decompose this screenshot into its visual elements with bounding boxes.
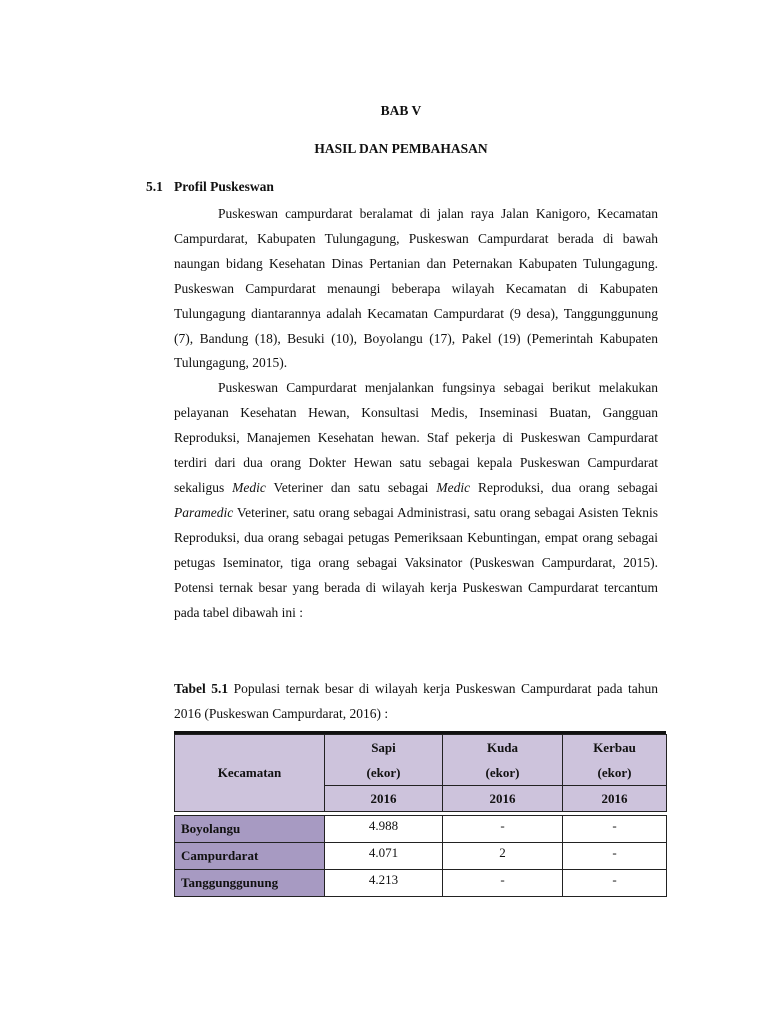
table-row bbox=[175, 843, 667, 870]
cell-kuda: - bbox=[443, 870, 563, 897]
paragraph-text: Reproduksi, dua orang sebagai bbox=[470, 479, 659, 495]
cell-sapi: 4.071 bbox=[325, 843, 443, 870]
column-year: 2016 bbox=[443, 786, 563, 812]
header-name: Sapi bbox=[371, 739, 396, 755]
column-year: 2016 bbox=[325, 786, 443, 812]
header-name: Kuda bbox=[486, 739, 519, 755]
cell-sapi: 4.988 bbox=[325, 816, 443, 843]
cell-kuda: - bbox=[443, 816, 563, 843]
body-text bbox=[174, 202, 658, 625]
header-unit: (ekor) bbox=[485, 764, 520, 780]
table-row bbox=[175, 816, 667, 843]
row-label: Campurdarat bbox=[175, 843, 325, 870]
chapter-heading: BAB V bbox=[380, 103, 422, 118]
paragraph-text: Veteriner, satu orang sebagai Administrasi, satu orang sebagai Asisten Teknis Reproduksi, dua orang sebagai petugas Pemeriksaan Kebuntingan, empat orang sebagai petugas Iseminator, tiga orang sebagai Vaksinator (Puskeswan Campurdarat, 2015). Potensi ternak besar yang berada di wilayah kerja Puskeswan Campurdarat tercantum pada tabel dibawah ini : bbox=[174, 504, 658, 620]
italic-term: Medic bbox=[232, 479, 266, 495]
section-title: Profil Puskeswan bbox=[174, 179, 274, 194]
cell-kerbau: - bbox=[563, 816, 667, 843]
header-name: Kerbau bbox=[593, 739, 636, 755]
paragraph bbox=[174, 376, 658, 625]
paragraph: Puskeswan campurdarat beralamat di jalan raya Jalan Kanigoro, Kecamatan Campurdarat, Kabupaten Tulungagung, Puskeswan Campurdarat berada di bawah naungan bidang Kesehatan Dinas Pertanian dan Peternakan Kabupaten Tulungagung. Puskeswan Campurdarat menaungi beberapa wilayah Kecamatan di Kabupaten Tulungagung diantarannya adalah Kecamatan Campurdarat (9 desa), Tanggunggunung (7), Bandung (18), Besuki (10), Boyolangu (17), Pakel (19) (Pemerintah Kabupaten Tulungagung, 2015). bbox=[174, 206, 658, 371]
italic-term: Medic bbox=[436, 479, 471, 495]
table-row bbox=[175, 870, 667, 897]
population-table bbox=[174, 734, 667, 897]
table-caption-label: Tabel 5.1 bbox=[174, 681, 229, 696]
cell-kerbau: - bbox=[563, 843, 667, 870]
paragraph-text: Puskeswan Campurdarat menjalankan fungsinya sebagai berikut melakukan pelayanan Kesehatan Hewan, Konsultasi Medis, Inseminasi Buatan, Gangguan Reproduksi, Manajemen Kesehatan hewan. Staf pekerja di Puskeswan Campurdarat terdiri dari dua orang Dokter Hewan satu sebagai kepala Puskeswan Campurdarat sekaligus bbox=[174, 380, 658, 495]
chapter-title: HASIL DAN PEMBAHASAN bbox=[314, 141, 488, 156]
section-number: 5.1 bbox=[146, 179, 163, 194]
column-header-kerbau bbox=[563, 735, 667, 786]
row-label: Boyolangu bbox=[175, 816, 325, 843]
column-header-kecamatan: Kecamatan bbox=[175, 735, 325, 812]
livestock-table bbox=[174, 731, 666, 897]
header-unit: (ekor) bbox=[366, 764, 401, 780]
column-header-kuda bbox=[443, 735, 563, 786]
table-caption bbox=[174, 677, 658, 727]
row-label: Tanggunggunung bbox=[175, 870, 325, 897]
italic-term: Paramedic bbox=[174, 504, 234, 520]
paragraph-text: Veteriner dan satu sebagai bbox=[265, 479, 437, 495]
header-unit: (ekor) bbox=[597, 764, 632, 780]
cell-kuda: 2 bbox=[443, 843, 563, 870]
table-caption-text: Populasi ternak besar di wilayah kerja Puskeswan Campurdarat pada tahun 2016 (Puskeswan Campurdarat, 2016) : bbox=[174, 681, 658, 721]
section-heading bbox=[146, 179, 274, 195]
column-header-sapi bbox=[325, 735, 443, 786]
cell-kerbau: - bbox=[563, 870, 667, 897]
cell-sapi: 4.213 bbox=[325, 870, 443, 897]
column-year: 2016 bbox=[563, 786, 667, 812]
